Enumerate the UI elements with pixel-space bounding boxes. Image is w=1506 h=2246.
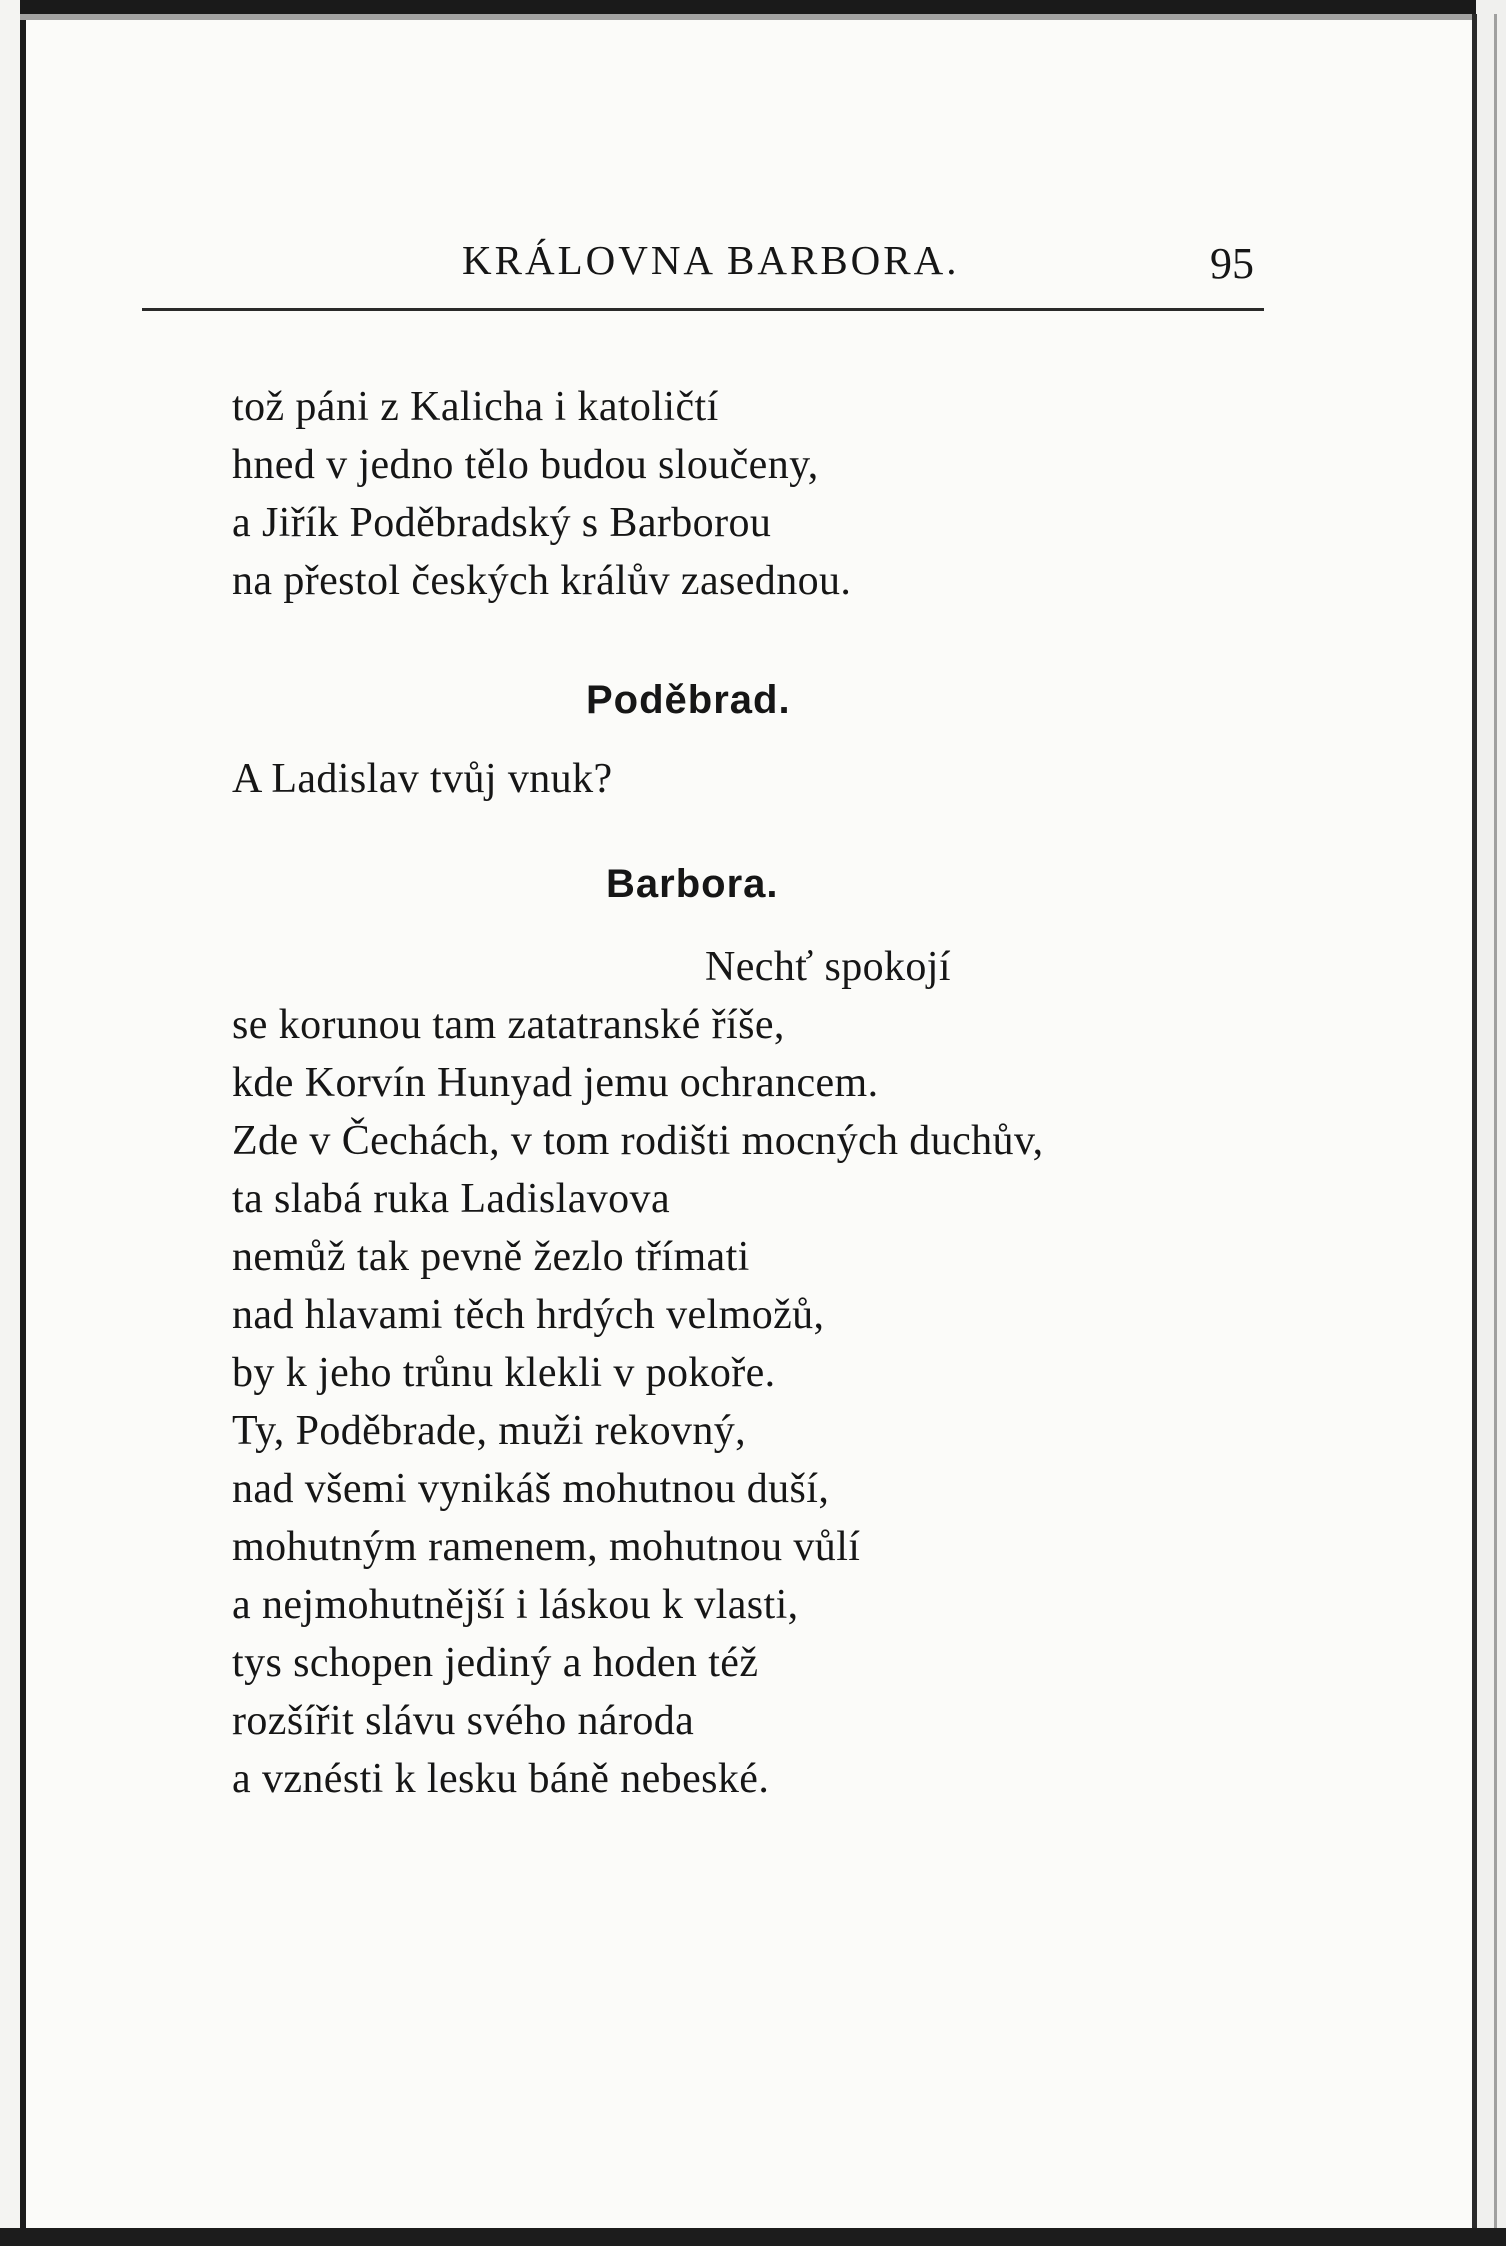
verse-line: hned v jedno tělo budou sloučeny,: [232, 442, 819, 488]
speech-podebrad: [232, 750, 613, 808]
scan-edge-right: [1472, 14, 1477, 2234]
verse-line: nemůž tak pevně žezlo třímati: [232, 1234, 750, 1280]
scan-edge-top: [0, 0, 1506, 14]
verse-line: by k jeho trůnu klekli v pokoře.: [232, 1350, 776, 1396]
verse-line: a Jiřík Poděbradský s Barborou: [232, 500, 772, 546]
verse-line: na přestol českých králův zasednou.: [232, 558, 852, 604]
scan-shadow-right: [1494, 14, 1497, 2234]
opening-verse: [232, 378, 851, 610]
scan-edge-left: [20, 20, 26, 2230]
scan-margin-left: [0, 0, 20, 2246]
verse-line: kde Korvín Hunyad jemu ochrancem.: [232, 1060, 879, 1106]
speech-barbora: [232, 938, 1044, 1808]
speaker-name: Poděbrad.: [586, 678, 791, 722]
verse-line: nad všemi vynikáš mohutnou duší,: [232, 1466, 830, 1512]
verse-line: mohutným ramenem, mohutnou vůlí: [232, 1524, 861, 1570]
header-rule: [142, 308, 1264, 311]
verse-line: Zde v Čechách, v tom rodišti mocných duchův,: [232, 1118, 1044, 1164]
verse-line: tož páni z Kalicha i katoličtí: [232, 384, 719, 430]
speaker-name: Barbora.: [606, 862, 779, 906]
verse-line: nad hlavami těch hrdých velmožů,: [232, 1292, 825, 1338]
page-number: 95: [1210, 239, 1254, 288]
verse-line: Nechť spokojí: [705, 944, 951, 990]
verse-line: Ty, Poděbrade, muži rekovný,: [232, 1408, 747, 1454]
verse-line: ta slabá ruka Ladislavova: [232, 1176, 670, 1222]
verse-line: a nejmohutnější i láskou k vlasti,: [232, 1582, 799, 1628]
verse-line: a vznésti k lesku báně nebeské.: [232, 1756, 770, 1802]
verse-line: se korunou tam zatatranské říše,: [232, 1002, 785, 1048]
verse-line: tys schopen jediný a hoden též: [232, 1640, 759, 1686]
running-head: KRÁLOVNA BARBORA.: [462, 237, 960, 283]
verse-line: rozšířit slávu svého národa: [232, 1698, 695, 1744]
scan-margin-right: [1476, 0, 1506, 2246]
verse-line: A Ladislav tvůj vnuk?: [232, 756, 613, 802]
scan-shadow-top: [0, 14, 1506, 20]
scan-edge-bottom: [0, 2228, 1506, 2246]
